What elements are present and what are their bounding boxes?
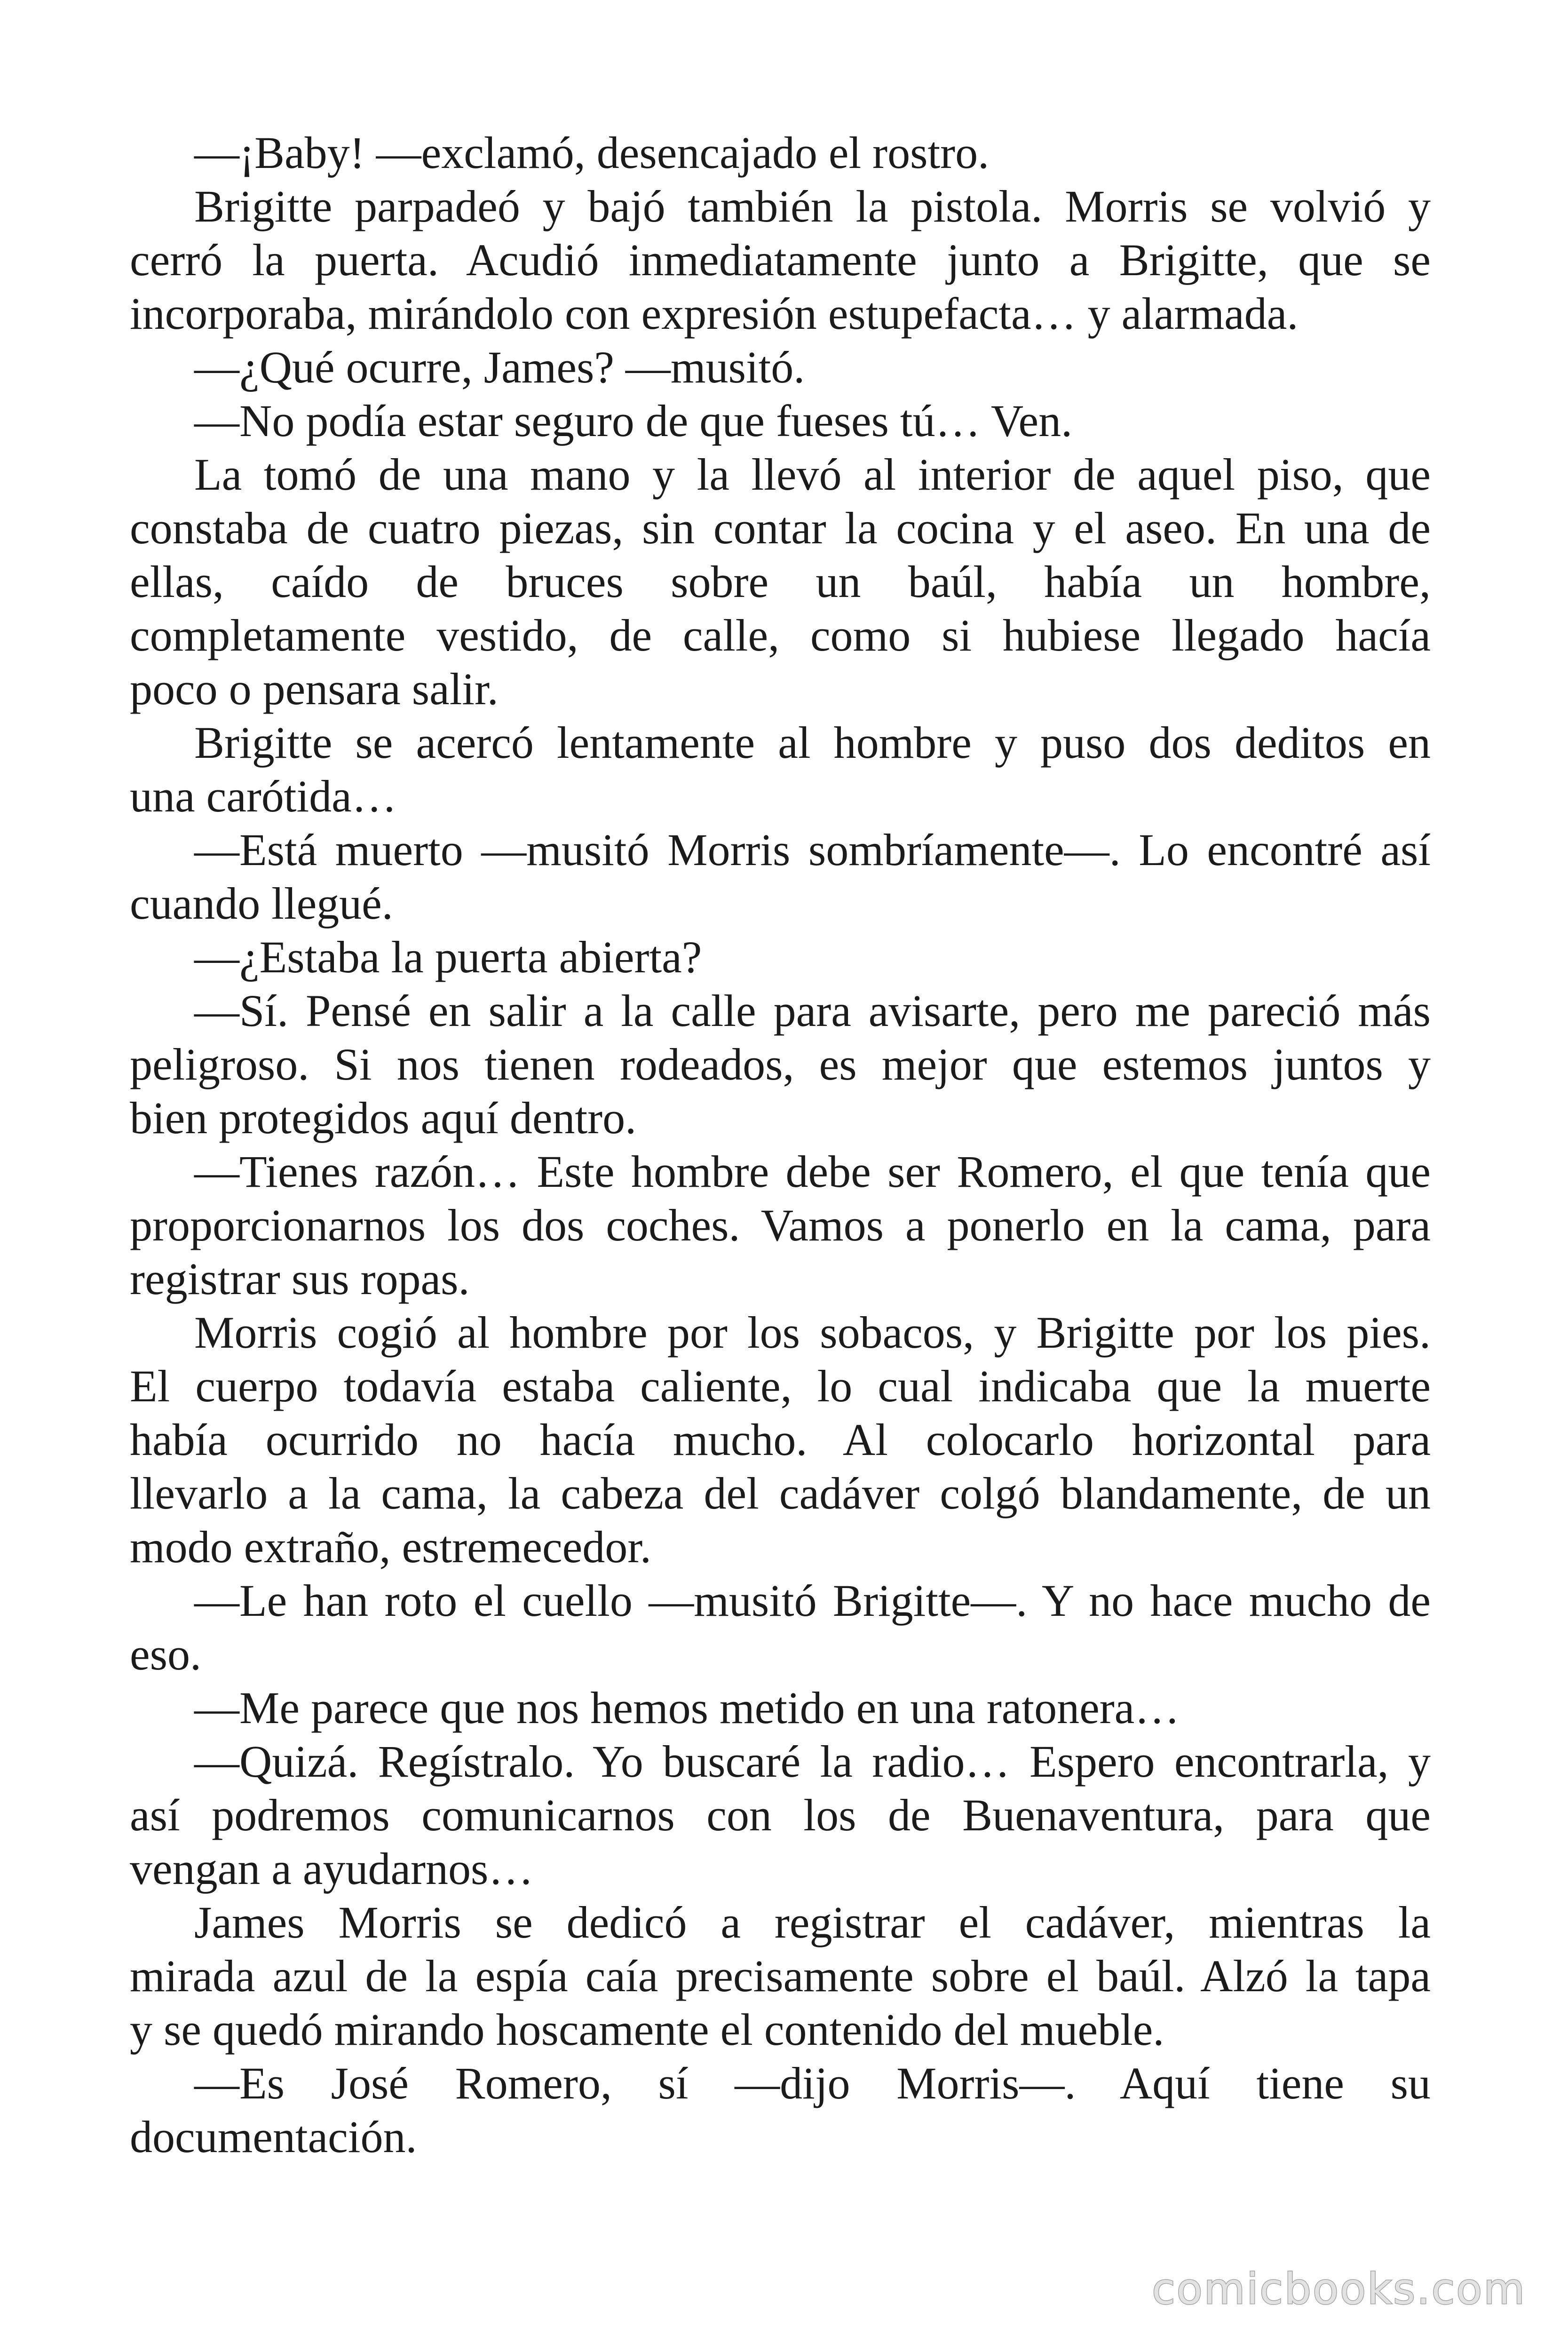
text-line: constaba de cuatro piezas, sin contar la cocina y el aseo. En una de: [130, 503, 1431, 553]
paragraph: [130, 823, 1431, 930]
text-line: documentación.: [130, 2112, 417, 2162]
paragraph: [130, 1896, 1431, 2057]
text-line: eso.: [130, 1629, 201, 1679]
paragraph: [130, 180, 1431, 341]
paragraph: [130, 1735, 1431, 1896]
text-line: —Sí. Pensé en salir a la calle para avisarte, pero me pareció más: [194, 985, 1431, 1036]
text-line: así podremos comunicarnos con los de Buenaventura, para que: [130, 1790, 1431, 1840]
text-line: James Morris se dedicó a registrar el cadáver, mientras la: [194, 1897, 1431, 1947]
text-line: llevarlo a la cama, la cabeza del cadáver colgó blandamente, de un: [130, 1468, 1431, 1518]
text-line: modo extraño, estremecedor.: [130, 1522, 651, 1572]
text-line: bien protegidos aquí dentro.: [130, 1093, 637, 1143]
paragraph: [130, 394, 1431, 448]
paragraph: [130, 984, 1431, 1145]
text-line: —¿Estaba la puerta abierta?: [194, 932, 702, 982]
text-line: había ocurrido no hacía mucho. Al colocarlo horizontal para: [130, 1414, 1431, 1465]
paragraph: [130, 1306, 1431, 1574]
text-line: La tomó de una mano y la llevó al interior de aquel piso, que: [194, 449, 1431, 500]
text-line: y se quedó mirando hoscamente el contenido del mueble.: [130, 2004, 1164, 2055]
text-line: incorporaba, mirándolo con expresión estupefacta… y alarmada.: [130, 288, 1299, 339]
text-line: Brigitte parpadeó y bajó también la pistola. Morris se volvió y: [194, 181, 1431, 231]
text-line: —Está muerto —musitó Morris sombríamente—. Lo encontré así: [194, 825, 1431, 875]
text-line: —Es José Romero, sí —dijo Morris—. Aquí tiene su: [194, 2058, 1431, 2108]
text-line: —Me parece que nos hemos metido en una ratonera…: [194, 1683, 1180, 1733]
text-line: vengan a ayudarnos…: [130, 1843, 534, 1894]
text-line: peligroso. Si nos tienen rodeados, es mejor que estemos juntos y: [130, 1039, 1431, 1089]
paragraph: [130, 930, 1431, 984]
text-line: —No podía estar seguro de que fueses tú… Ven.: [194, 396, 1073, 446]
paragraph: [130, 448, 1431, 716]
text-line: Morris cogió al hombre por los sobacos, y Brigitte por los pies.: [194, 1307, 1431, 1358]
watermark-text: comicbooks.com: [1152, 2265, 1526, 2314]
paragraph: [130, 341, 1431, 394]
paragraph: [130, 1145, 1431, 1306]
text-line: proporcionarnos los dos coches. Vamos a ponerlo en la cama, para: [130, 1200, 1431, 1250]
text-line: Brigitte se acercó lentamente al hombre y puso dos deditos en: [194, 717, 1431, 768]
text-line: cuando llegué.: [130, 878, 393, 929]
text-line: cerró la puerta. Acudió inmediatamente junto a Brigitte, que se: [130, 235, 1431, 285]
paragraph: [130, 1681, 1431, 1735]
text-line: mirada azul de la espía caía precisamente sobre el baúl. Alzó la tapa: [130, 1951, 1431, 2001]
paragraph: [130, 716, 1431, 823]
paragraph: [130, 1574, 1431, 1681]
text-line: —Le han roto el cuello —musitó Brigitte—. Y no hace mucho de: [194, 1575, 1431, 1626]
paragraph: [130, 2057, 1431, 2164]
text-line: —Quizá. Regístralo. Yo buscaré la radio… Espero encontrarla, y: [194, 1736, 1431, 1787]
body-text: [130, 126, 1431, 2164]
text-line: —¿Qué ocurre, James? —musitó.: [194, 342, 805, 392]
text-line: completamente vestido, de calle, como si hubiese llegado hacía: [130, 610, 1431, 660]
text-line: una carótida…: [130, 771, 397, 821]
text-line: El cuerpo todavía estaba caliente, lo cual indicaba que la muerte: [130, 1361, 1431, 1411]
text-line: ellas, caído de bruces sobre un baúl, había un hombre,: [130, 556, 1431, 607]
paragraph: [130, 126, 1431, 180]
text-line: —Tienes razón… Este hombre debe ser Romero, el que tenía que: [194, 1146, 1431, 1197]
text-line: poco o pensara salir.: [130, 664, 499, 714]
text-line: registrar sus ropas.: [130, 1254, 470, 1304]
text-line: —¡Baby! —exclamó, desencajado el rostro.: [194, 127, 990, 178]
